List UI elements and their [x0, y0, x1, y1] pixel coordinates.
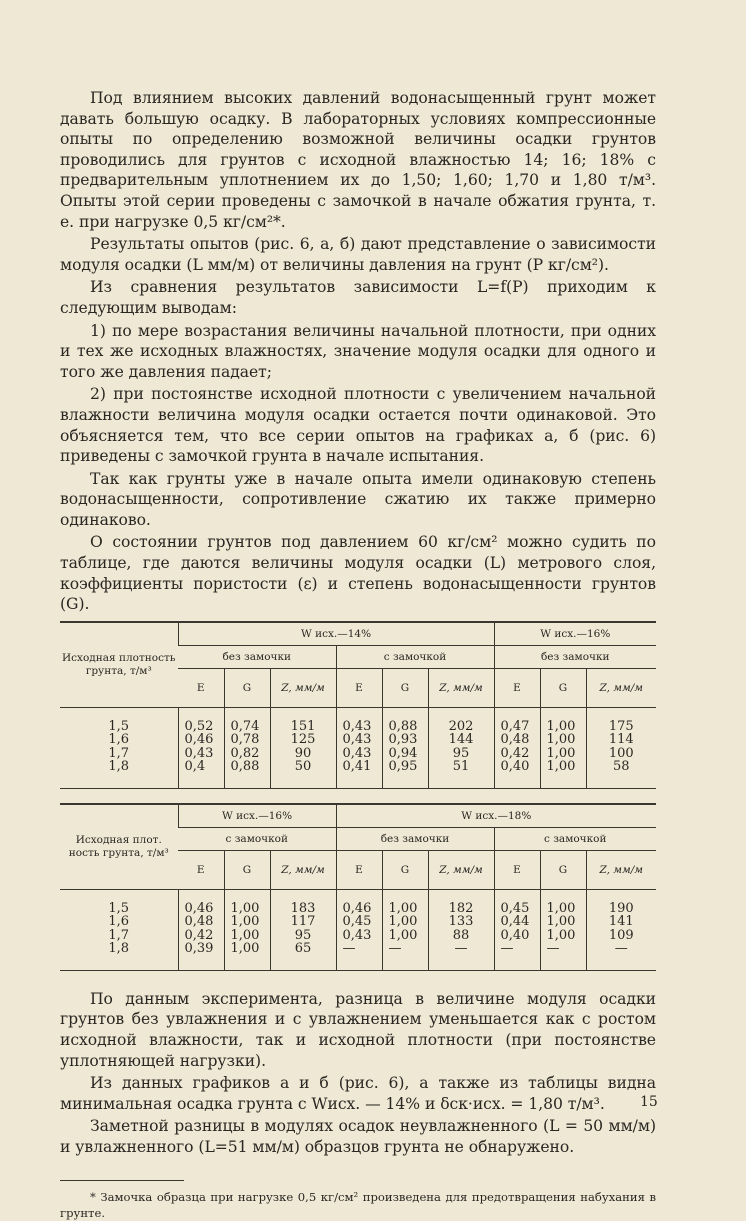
paragraph-9: Из данных графиков а и б (рис. 6), а также из таблицы видна минимальная осадка грунта с Wисх. — 14% и δск·исх. = 1,80 т/м³.	[60, 1074, 656, 1113]
col-header-e: E	[494, 850, 540, 889]
table-cell-column: 175 114 100 58	[586, 707, 656, 788]
paragraph-conclusion-2: 2) при постоянстве исходной плотности с увеличением начальной влажности величина модуля осадки остается почти одинаковой. Это объясняется тем, что все серии опытов на графиках а, б (рис. 6) приведены с замочкой грунта в начале испытания.	[60, 385, 656, 466]
col-header-g: G	[540, 850, 586, 889]
table-cell-column: 0,47 0,48 0,42 0,40	[494, 707, 540, 788]
paragraph-7: О состоянии грунтов под давлением 60 кг/см² можно судить по таблице, где даются величины модуля осадки (L) метрового слоя, коэффициенты пористости (ε) и степень водонасыщенности грунтов (G).	[60, 533, 656, 614]
col-header-g: G	[224, 668, 270, 707]
group-header-w16: W исх.—16%	[494, 622, 656, 646]
table-cell-column: 1,00 1,00 1,00 1,00	[224, 889, 270, 970]
table-soil-w16-w18	[60, 803, 656, 971]
page-number: 15	[640, 1094, 658, 1110]
row-label-header: Исходная плотность грунта, т/м³	[60, 622, 178, 708]
density-column: 1,5 1,6 1,7 1,8	[108, 900, 130, 957]
table-cell-column: 0,46 0,45 0,43 —	[336, 889, 382, 970]
col-header-e: E	[196, 681, 205, 694]
col-header-z: Z, мм/м	[428, 850, 494, 889]
row-label-header: Исходная плот. ность грунта, т/м³	[60, 804, 178, 890]
table-cell-column: 182 133 88 —	[428, 889, 494, 970]
paragraph-8: По данным эксперимента, разница в величине модуля осадки грунтов без увлажнения и с увлажнением уменьшается как с ростом исходной влажности, так и исходной плотности (при постоянстве уплотняющей нагрузки).	[60, 989, 656, 1070]
paragraph-3: Из сравнения результатов зависимости L=f(P) приходим к следующим выводам:	[60, 278, 656, 317]
table-cell-column: 190 141 109 —	[586, 889, 656, 970]
table-cell-column: 1,00 1,00 1,00 —	[382, 889, 428, 970]
paragraph-conclusion-1: 1) по мере возрастания величины начальной плотности, при одних и тех же исходных влажностях, значение модуля осадки для одного и того же давления падает;	[60, 321, 656, 381]
table-cell-column: 1,00 1,00 1,00 1,00	[540, 707, 586, 788]
table-cell-column: 202 144 95 51	[428, 707, 494, 788]
table-cell-column: 0,43 0,43 0,43 0,41	[336, 707, 382, 788]
page-body	[60, 88, 656, 1221]
group-header-w14: W исх.—14%	[178, 622, 494, 646]
footnote: * Замочка образца при нагрузке 0,5 кг/см² произведена для предотвращения набухания в грунте.	[60, 1189, 656, 1220]
group-header-w18: W исх.—18%	[336, 804, 656, 828]
table-cell-column: 0,46 0,48 0,42 0,39	[178, 889, 224, 970]
paragraph-6: Так как грунты уже в начале опыта имели одинаковую степень водонасыщенности, сопротивление сжатию их также примерно одинаково.	[60, 469, 656, 529]
table-cell-column: 0,45 0,44 0,40 —	[494, 889, 540, 970]
paragraph-10: Заметной разницы в модулях осадок неувлажненного (L = 50 мм/м) и увлажненного (L=51 мм/м) образцов грунта не обнаружено.	[60, 1117, 656, 1156]
col-header-z: Z, мм/м	[270, 850, 336, 889]
footnote-divider	[60, 1180, 184, 1181]
col-header-z: Z, мм/м	[586, 850, 656, 889]
col-header-e: E	[336, 850, 382, 889]
subgroup-header-c: без замочки	[494, 645, 656, 668]
col-header-z: Z, мм/м	[586, 668, 656, 707]
density-column: 1,5 1,6 1,7 1,8	[108, 718, 130, 775]
col-header-e: E	[494, 668, 540, 707]
subgroup-header-b: без замочки	[336, 827, 494, 850]
table-cell-column: 1,00 1,00 1,00 —	[540, 889, 586, 970]
subgroup-header-a: с замочкой	[178, 827, 336, 850]
table-cell-column: 151 125 90 50	[270, 707, 336, 788]
col-header-z: Z, мм/м	[428, 668, 494, 707]
table-cell-column: 0,88 0,93 0,94 0,95	[382, 707, 428, 788]
col-header-g: G	[382, 850, 428, 889]
col-header-g: G	[540, 668, 586, 707]
col-header-g: G	[382, 668, 428, 707]
subgroup-header-b: с замочкой	[336, 645, 494, 668]
subgroup-header-a: без замочки	[178, 645, 336, 668]
col-header-e: E	[336, 668, 382, 707]
paragraph-2: Результаты опытов (рис. 6, а, б) дают представление о зависимости модуля осадки (L мм/м) от величины давления на грунт (P кг/см²).	[60, 235, 656, 274]
paragraph-1: Под влиянием высоких давлений водонасыщенный грунт может давать большую осадку. В лабораторных условиях компрессионные опыты по определению возможной величины осадки грунтов проводились для грунтов с исходной влажностью 14; 16; 18% с предварительным уплотнением их до 1,50; 1,60; 1,70 и 1,80 т/м³. Опыты этой серии проведены с замочкой в начале обжатия грунта, т. е. при нагрузке 0,5 кг/см²*.	[60, 89, 656, 231]
table-cell-column: 0,74 0,78 0,82 0,88	[224, 707, 270, 788]
subgroup-header-c: с замочкой	[494, 827, 656, 850]
col-header-e: E	[196, 863, 205, 876]
col-header-z: Z, мм/м	[270, 668, 336, 707]
table-cell-column: 183 117 95 65	[270, 889, 336, 970]
col-header-g: G	[224, 850, 270, 889]
table-soil-w14-w16	[60, 621, 656, 789]
group-header-w16: W исх.—16%	[178, 804, 336, 828]
table-cell-column: 0,52 0,46 0,43 0,4	[178, 707, 224, 788]
